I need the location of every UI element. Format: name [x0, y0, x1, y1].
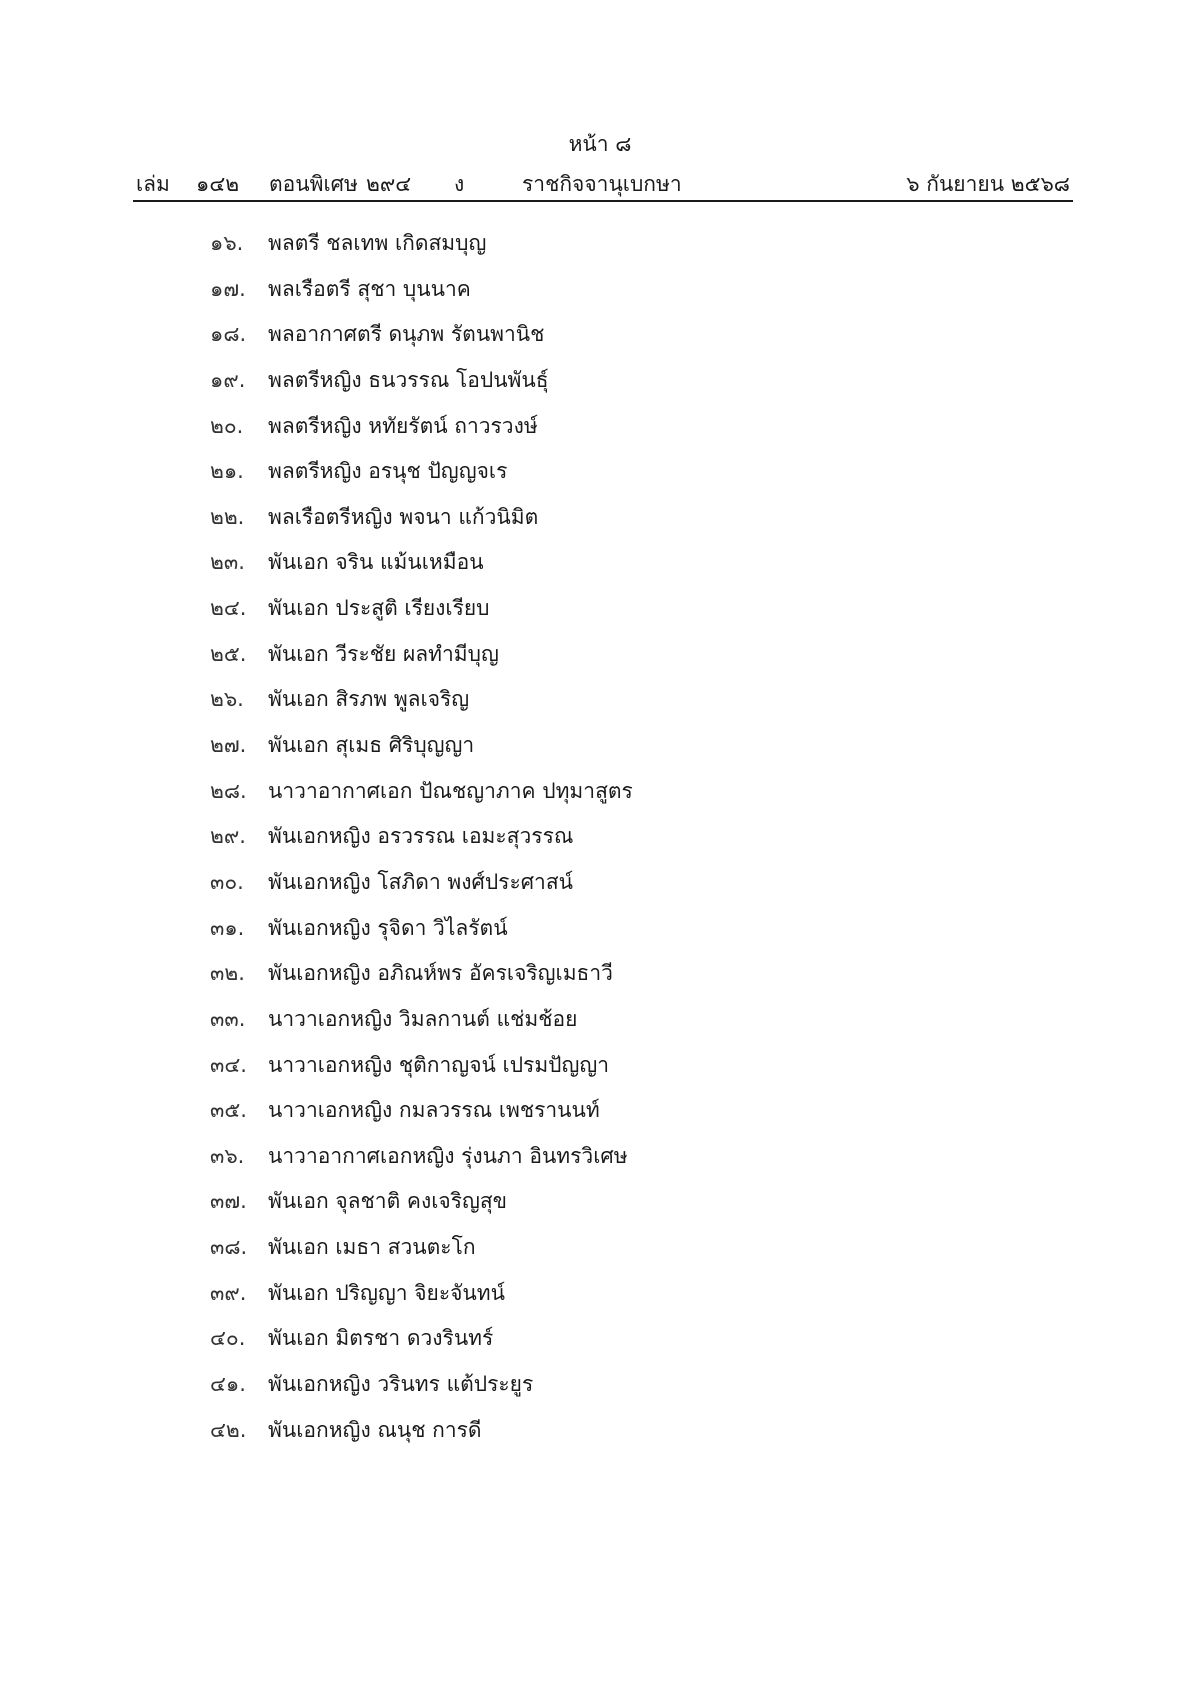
entry-name: พลตรีหญิง ธนวรรณ โอปนพันธุ์	[268, 367, 549, 392]
entry-number: ๓๘.	[210, 1235, 248, 1260]
entry-name: พันเอกหญิง รุจิดา วิไลรัตน์	[268, 915, 508, 940]
entry-name: พันเอก ปริญญา จิยะจันทน์	[268, 1280, 505, 1305]
entry-name: พันเอก สิรภพ พูลเจริญ	[268, 687, 470, 712]
entry-name: พันเอก ประสูติ เรียงเรียบ	[268, 596, 490, 621]
entry-name: พันเอกหญิง ณนุช การดี	[268, 1417, 482, 1442]
entry-name: นาวาอากาศเอก ปัณชญาภาค ปทุมาสูตร	[268, 778, 633, 803]
header-divider	[133, 200, 1073, 202]
entry-name: พันเอก เมธา สวนตะโก	[268, 1235, 476, 1260]
issue-suffix: ง	[454, 172, 465, 196]
gazette-section: ราชกิจจานุเบกษา	[522, 172, 682, 196]
entry-name: พันเอก จุลชาติ คงเจริญสุข	[268, 1189, 508, 1214]
entry-number: ๑๙.	[210, 367, 246, 392]
entry-name: พันเอก มิตรชา ดวงรินทร์	[268, 1326, 494, 1351]
entry-name: นาวาเอกหญิง กมลวรรณ เพชรานนท์	[268, 1098, 600, 1123]
entry-number: ๔๐.	[210, 1326, 246, 1351]
entry-number: ๒๕.	[210, 641, 247, 666]
entry-number: ๑๗.	[210, 276, 246, 301]
entry-number: ๑๖.	[210, 231, 244, 255]
entry-number: ๓๕.	[210, 1098, 247, 1123]
publication-date: ๖ กันยายน ๒๕๖๘	[906, 172, 1070, 196]
gazette-header	[136, 168, 1070, 198]
entry-number: ๓๙.	[210, 1280, 247, 1305]
entry-name: พลตรีหญิง อรนุช ปัญญจเร	[268, 459, 508, 484]
volume-label: เล่ม	[136, 172, 170, 196]
entry-name: นาวาเอกหญิง ชุติกาญจน์ เปรมปัญญา	[268, 1052, 610, 1077]
entry-name: พันเอก จริน แม้นเหมือน	[268, 550, 484, 575]
entry-name: พันเอกหญิง อภิณห์พร อัครเจริญเมธาวี	[268, 961, 613, 986]
entry-name: พลเรือตรี สุชา บุนนาค	[268, 276, 471, 301]
entry-name: พันเอก สุเมธ ศิริบุญญา	[268, 733, 475, 758]
entry-number: ๓๗.	[210, 1189, 247, 1214]
entry-name: พลเรือตรีหญิง พจนา แก้วนิมิต	[268, 504, 539, 529]
page-number: หน้า ๘	[568, 132, 632, 156]
entry-name: พลอากาศตรี ดนุภพ รัตนพานิช	[268, 322, 545, 347]
entry-number: ๔๑.	[210, 1372, 246, 1397]
entry-number: ๒๗.	[210, 733, 247, 758]
entry-number: ๒๙.	[210, 824, 246, 849]
entry-name: พันเอกหญิง โสภิดา พงศ์ประศาสน์	[268, 869, 574, 894]
entry-number: ๑๘.	[210, 322, 247, 347]
entry-name: พันเอกหญิง วรินทร แต้ประยูร	[268, 1372, 534, 1397]
issue-label: ตอนพิเศษ	[269, 172, 358, 196]
entry-name: พลตรี ชลเทพ เกิดสมบุญ	[268, 231, 487, 255]
entry-name: พันเอก วีระชัย ผลทำมีบุญ	[268, 641, 499, 666]
entry-name: พันเอกหญิง อรวรรณ เอมะสุวรรณ	[268, 824, 574, 849]
entry-number: ๒๘.	[210, 778, 247, 803]
entry-number: ๒๑.	[210, 459, 244, 484]
entry-number: ๓๐.	[210, 869, 244, 894]
entry-number: ๓๓.	[210, 1006, 246, 1031]
entry-number: ๓๑.	[210, 915, 245, 940]
entry-number: ๒๔.	[210, 596, 247, 621]
entry-name: นาวาเอกหญิง วิมลกานต์ แช่มช้อย	[268, 1006, 578, 1031]
entry-number: ๔๒.	[210, 1417, 247, 1442]
entry-name: นาวาอากาศเอกหญิง รุ่งนภา อินทรวิเศษ	[268, 1143, 628, 1168]
entry-number: ๒๓.	[210, 550, 245, 575]
entry-number: ๓๔.	[210, 1052, 247, 1077]
entry-number: ๒๖.	[210, 687, 244, 712]
volume-number: ๑๔๒	[196, 172, 240, 196]
issue-number: ๒๙๔	[366, 172, 412, 196]
entry-number: ๒๐.	[210, 413, 244, 438]
entry-number: ๓๒.	[210, 961, 245, 986]
entry-number: ๒๒.	[210, 504, 245, 529]
entry-name: พลตรีหญิง หทัยรัตน์ ถาวรวงษ์	[268, 413, 538, 438]
entry-number: ๓๖.	[210, 1143, 245, 1168]
